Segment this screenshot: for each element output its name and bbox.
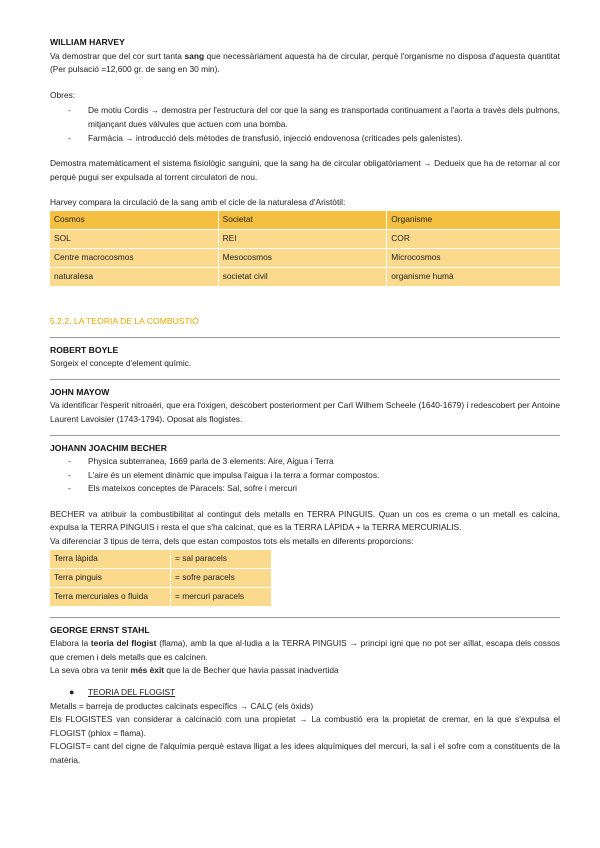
- table-row: [50, 268, 560, 286]
- harvey-paragraph-3: Harvey compara la circulació de la sang amb el cicle de la naturalesa d'Aristòtil:: [50, 197, 346, 208]
- table-row: [50, 249, 560, 267]
- harvey-title: WILLIAM HARVEY: [50, 37, 125, 47]
- stahl-line-2: Els FLOGISTES van considerar a calcinació com una propietat → La combustió era la propietat de cremar, en la que s'expulsa el FLOGIST (phlox = flama).: [50, 714, 560, 738]
- divider: [50, 379, 560, 380]
- harvey-paragraph-2: Demostra matemàticament el sistema fisiològic sanguini, que la sang ha de circular obligatòriament → Dedueix que ha de retornar al cor perquè pugui ser expulsada al torrent circulatori de nou.: [50, 158, 560, 182]
- works-list: [50, 104, 560, 145]
- divider: [50, 337, 560, 338]
- mayow-title: JOHN MAYOW: [50, 386, 110, 397]
- table-header-row: [50, 211, 560, 229]
- table-cell: naturalesa: [50, 268, 218, 286]
- bullet-icon: ●: [69, 687, 75, 698]
- harvey-paragraph-1: Va demostrar que del cor surt tanta sang que necessàriament aquesta ha de circular, perquè l'organisme no disposa d'aquesta quantitat (Per pulsació =12,600 gr. de sang en 30 min).: [50, 50, 560, 75]
- list-item: - Farmàcia → introducció dels mètodes de transfusió, injecció endovenosa (criticades pels galenistes).: [88, 132, 560, 146]
- table-header-cell: Cosmos: [50, 211, 218, 229]
- boyle-title: ROBERT BOYLE: [50, 344, 119, 355]
- table-cell: Terra mercuriales o fluida: [50, 588, 170, 606]
- table-row: [50, 230, 560, 248]
- table-header-cell: Organisme: [387, 211, 560, 229]
- table-cell: Microcosmos: [387, 249, 560, 267]
- list-item: - L'aire és un element dinàmic que impulsa l'aigua i la terra a formar compostos.: [88, 469, 560, 483]
- stahl-line-3: FLOGIST= cant del cigne de l'alquímia perquè estava lligat a les idees alquímiques del mercuri, la sal i el sofre com a constituents de la matèria.: [50, 741, 560, 765]
- table-header-cell: Societat: [219, 211, 387, 229]
- list-item: - Els mateixos conceptes de Paracels: Sal, sofre i mercuri: [88, 482, 560, 496]
- mayow-text: Va identificar l'esperit nitroaéri, que era l'oxigen, descobert posteriorment per Carl Wilhem Scheele (1640-1679) i redescobert per Antoine Laurent Lavoisier (1743-1794). Oposat als flogistes.: [50, 400, 560, 424]
- table-cell: = mercuri paracels: [171, 588, 271, 606]
- earth-types-table: [49, 549, 272, 607]
- table-cell: Centre macrocosmos: [50, 249, 218, 267]
- table-row: [50, 588, 271, 606]
- phlogiston-bullet: [50, 686, 560, 700]
- becher-paragraph-2: Va diferenciar 3 tipus de terra, dels que estan compostos tots els metalls en diferents proporcions:: [50, 536, 414, 547]
- divider: [50, 435, 560, 436]
- document-page: [50, 36, 560, 768]
- list-item: - Physica subterranea, 1669 parla de 3 elements: Aire, Aigua i Terra: [88, 455, 560, 469]
- becher-paragraph-1: BECHER va atribuir la combustibilitat al contingut dels metalls en TERRA PINGUIS. Quan un cos es crema o un metall es calcina, expulsa la TERRA PINGUIS i resta el que s'ha calcinat, que es la TERRA LÀPIDA + la TERRA MERCURIALIS.: [50, 508, 560, 533]
- becher-list: [50, 455, 560, 496]
- stahl-line-1: Metalls = barreja de productes calcinats específics → CALÇ (els òxids): [50, 700, 314, 711]
- table-cell: Terra làpida: [50, 550, 170, 568]
- boyle-text: Sorgeix el concepte d'element químic.: [50, 358, 192, 369]
- table-cell: Mesocosmos: [219, 249, 387, 267]
- phlogiston-heading: TEORIA DEL FLOGIST: [88, 687, 176, 698]
- table-cell: organisme humà: [387, 268, 560, 286]
- works-label: Obres:: [50, 89, 76, 100]
- stahl-title: GEORGE ERNST STAHL: [50, 624, 150, 635]
- stahl-paragraph-1: Elabora la teoria del flogist (flama), amb la que al·ludia a la TERRA PINGUIS → principi igni que no pot ser aïllat, escapa dels cossos que cremen i dels metalls que es calcinen.: [50, 638, 560, 662]
- table-row: [50, 569, 271, 587]
- section-heading: 5.2.2. LA TEORIA DE LA COMBUSTIÓ: [50, 315, 199, 326]
- table-cell: societat civil: [219, 268, 387, 286]
- table-cell: = sal paracels: [171, 550, 271, 568]
- divider: [50, 617, 560, 618]
- list-item: - De motiu Cordis → demostra per l'estructura del cor que la sang es transportada continuament a l'aorta a través dels pulmons, mitjançant dues vàlvules que actuen com una bomba.: [88, 104, 560, 131]
- table-cell: = sofre paracels: [171, 569, 271, 587]
- harvey-comparison-table: [49, 210, 561, 287]
- table-cell: SOL: [50, 230, 218, 248]
- table-cell: Terra pinguis: [50, 569, 170, 587]
- table-cell: COR: [387, 230, 560, 248]
- stahl-paragraph-2: La seva obra va tenir més èxit que la de Becher que havia passat inadvertida: [50, 665, 339, 676]
- table-cell: REI: [219, 230, 387, 248]
- becher-title: JOHANN JOACHIM BECHER: [50, 442, 167, 453]
- table-row: [50, 550, 271, 568]
